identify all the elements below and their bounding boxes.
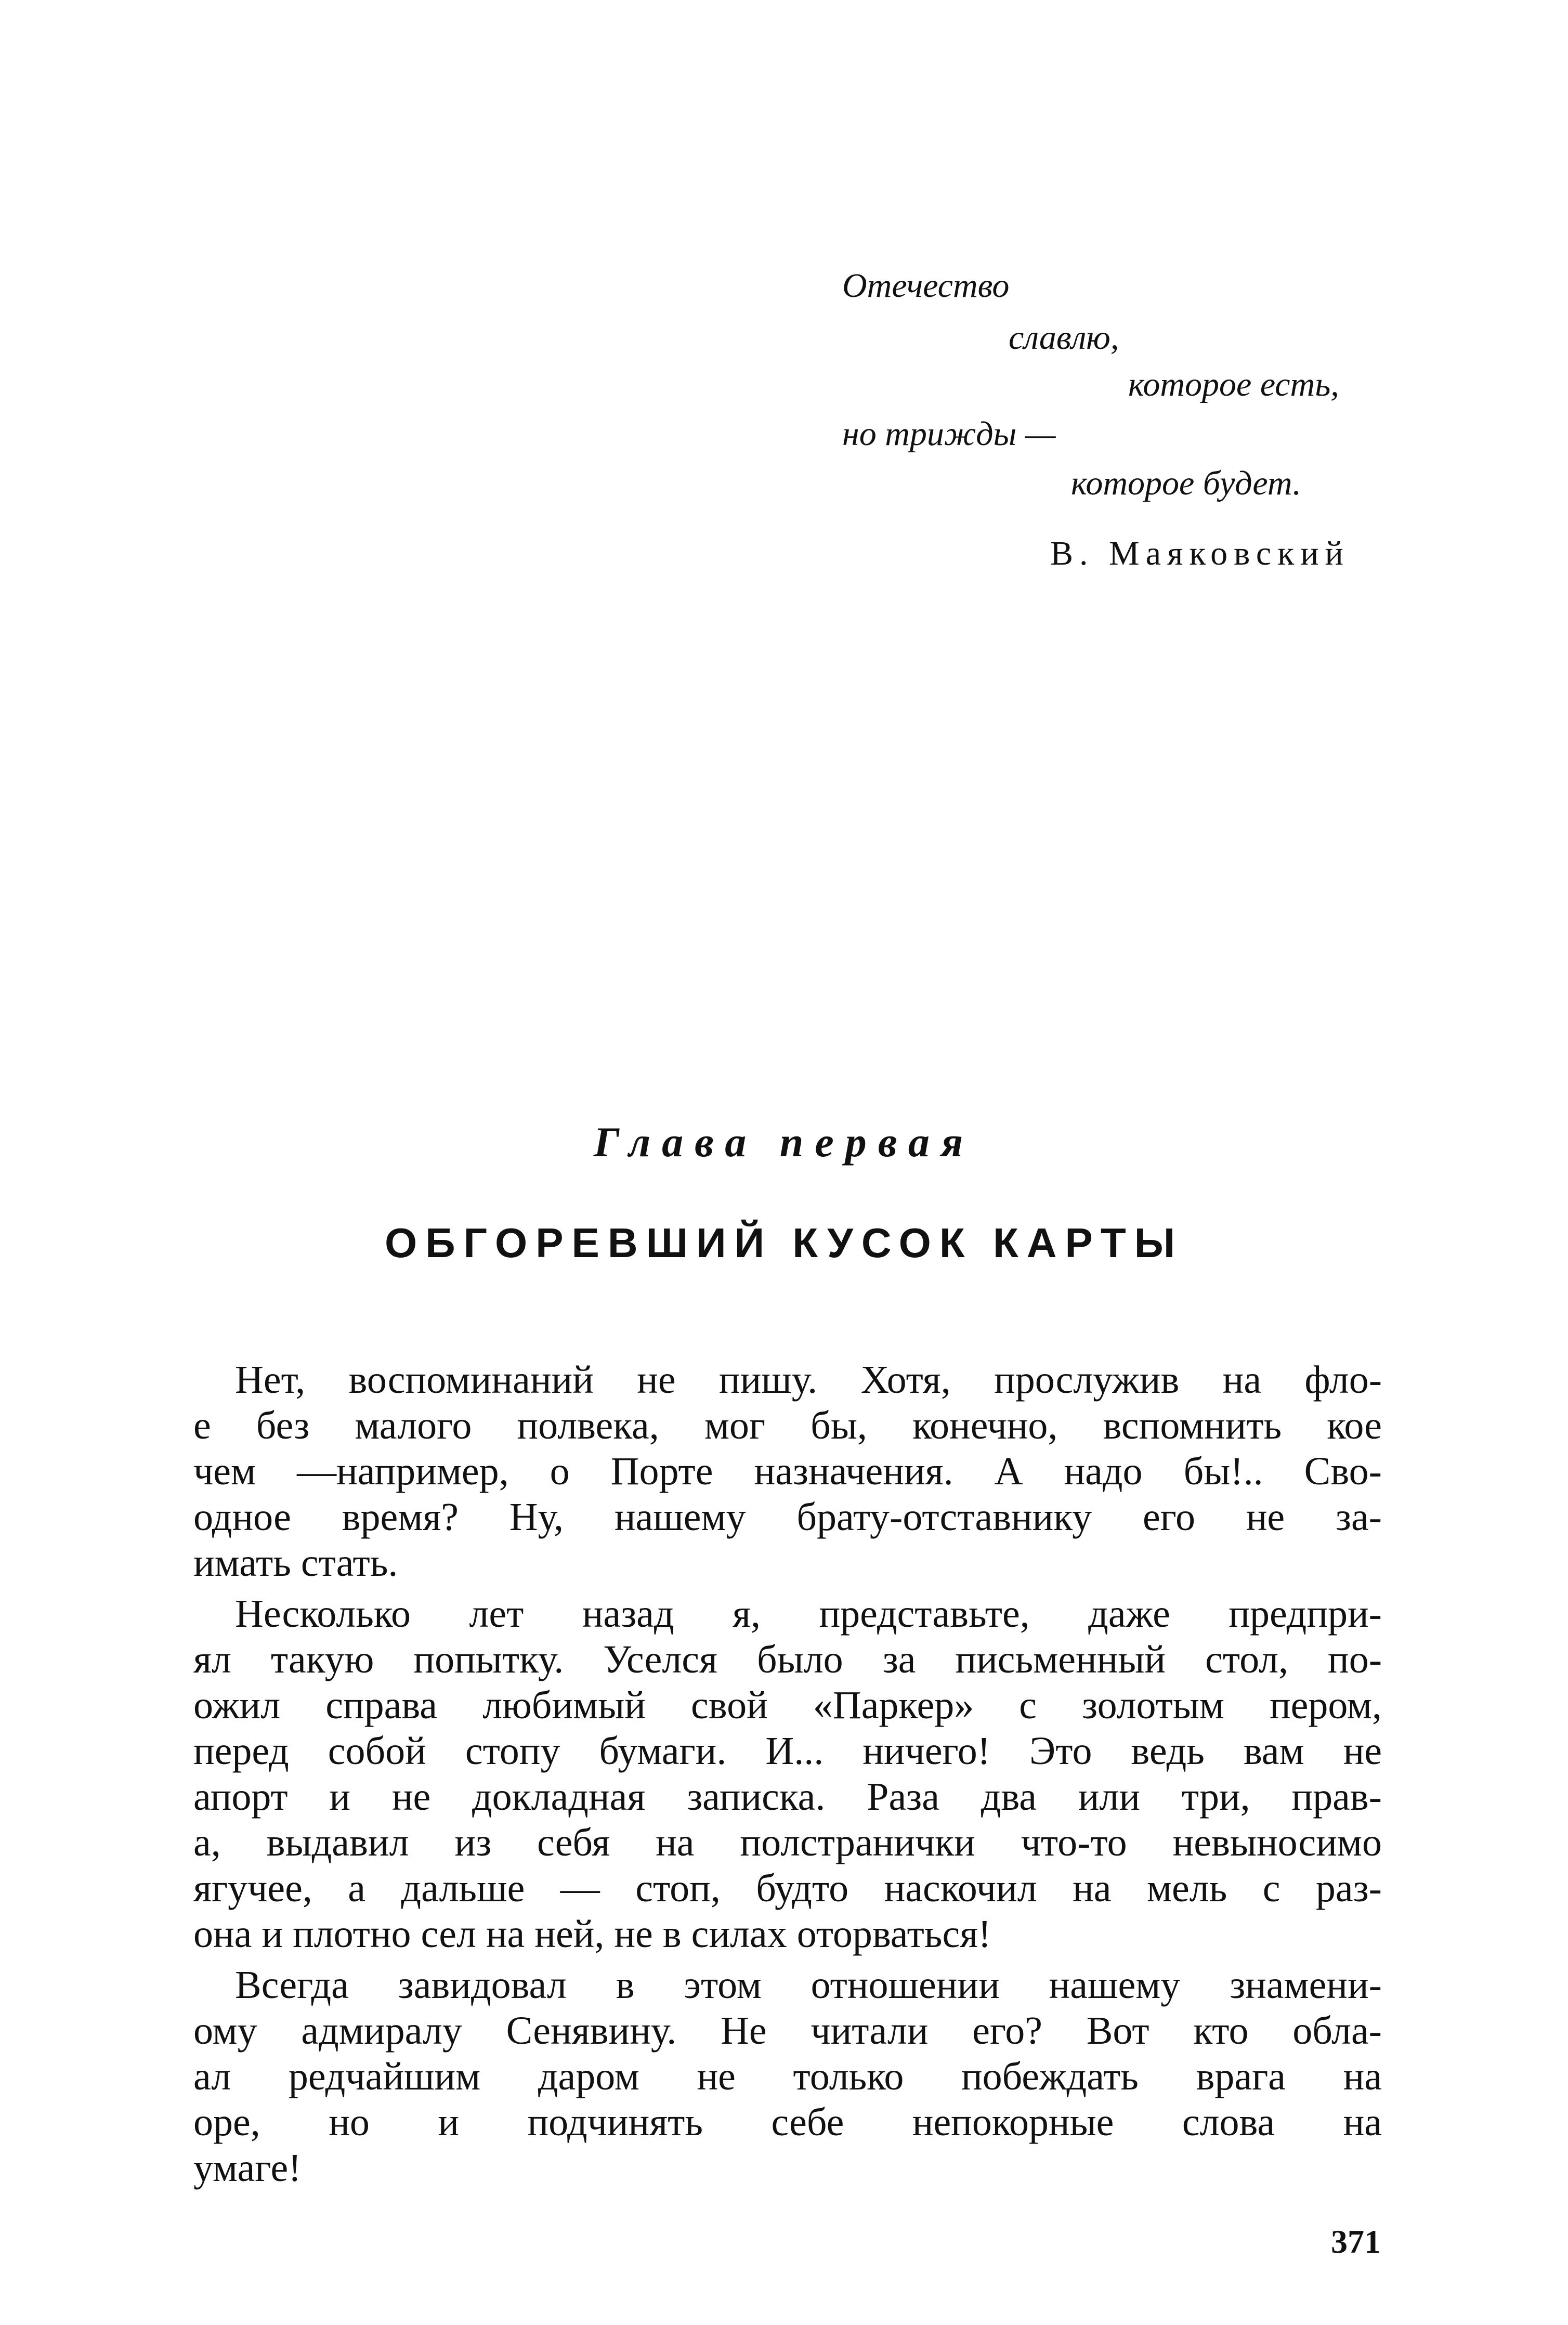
text-line: перед собой стопу бумаги. И... ничего! Это ведь вам не [193, 1729, 1382, 1773]
text-line: Несколько лет назад я, представьте, даже предпри- [235, 1592, 1382, 1636]
text-line: имать стать. [193, 1541, 398, 1585]
text-line: ал редчайшим даром не только побеждать врага на [193, 2055, 1382, 2098]
chapter-number: Глава первая [593, 1118, 975, 1166]
epigraph-author: В. Маяковский [1050, 534, 1350, 572]
text-line: апорт и не докладная записка. Раза два или три, прав- [193, 1775, 1382, 1819]
text-line: а, выдавил из себя на полстранички что-то невыносимо [193, 1821, 1382, 1864]
text-line: чем —например, о Порте назначения. А надо бы!.. Сво- [193, 1449, 1382, 1493]
paragraph [193, 1591, 1382, 1957]
epigraph-line: славлю, [1009, 319, 1119, 357]
epigraph-line: но трижды — [842, 415, 1056, 453]
text-line: оре, но и подчинять себе непокорные слова на [193, 2100, 1382, 2144]
text-line: Всегда завидовал в этом отношении нашему знамени- [235, 1963, 1382, 2007]
text-line: е без малого полвека, мог бы, конечно, вспомнить кое [193, 1404, 1382, 1447]
text-line: одное время? Ну, нашему брату-отставнику его не за- [193, 1495, 1382, 1539]
text-line: умаге! [193, 2146, 302, 2190]
epigraph-line: Отечество [842, 267, 1010, 305]
page-number: 371 [1331, 2223, 1381, 2260]
text-line: ому адмиралу Сенявину. Не читали его? Вот кто обла- [193, 2009, 1382, 2053]
paragraph [193, 1962, 1382, 2191]
epigraph-line: которое есть, [1128, 365, 1339, 403]
epigraph [832, 260, 1404, 572]
text-line: ожил справа любимый свой «Паркер» с золотым пером, [193, 1683, 1382, 1727]
paragraph [193, 1357, 1382, 1586]
text-line: ял такую попытку. Уселся было за письменный стол, по- [193, 1638, 1382, 1681]
body-text [193, 1357, 1382, 2196]
text-line: ягучее, а дальше — стоп, будто наскочил на мель с раз- [193, 1866, 1382, 1910]
text-line: она и плотно сел на ней, не в силах оторваться! [193, 1912, 991, 1956]
chapter-title: ОБГОРЕВШИЙ КУСОК КАРТЫ [384, 1220, 1184, 1266]
epigraph-line: которое будет. [1071, 464, 1301, 502]
text-line: Нет, воспоминаний не пишу. Хотя, прослужив на фло- [235, 1358, 1382, 1402]
